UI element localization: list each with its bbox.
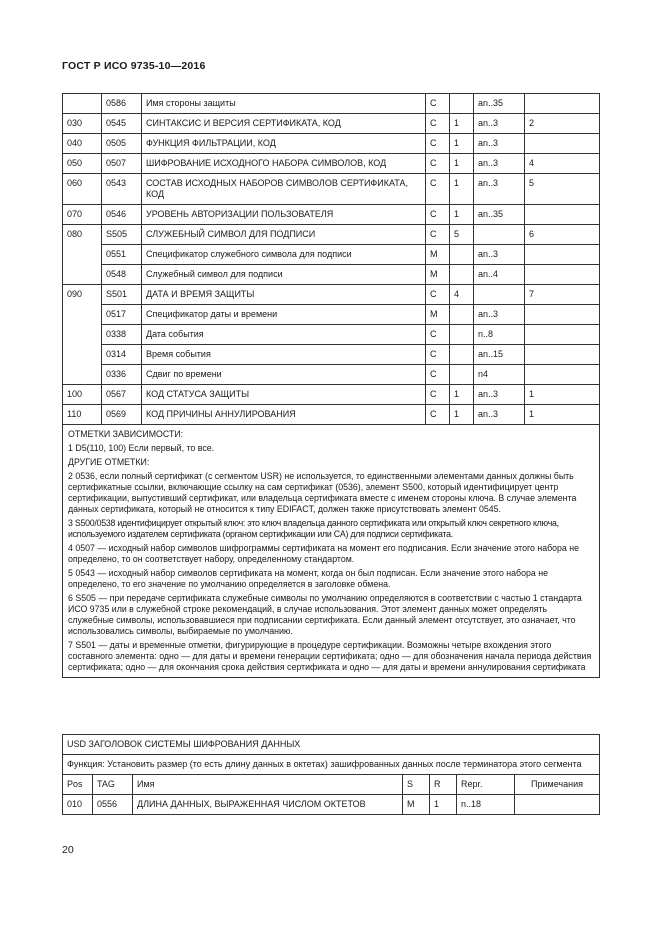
cell-repr: an..3 (474, 114, 525, 134)
cell-notes (515, 795, 600, 815)
cell-notes: 2 (525, 114, 600, 134)
cell-tag: S501 (102, 285, 142, 305)
cell-r (450, 94, 474, 114)
table-row (63, 114, 600, 134)
table-row (63, 94, 600, 114)
table-row (63, 385, 600, 405)
page-number: 20 (62, 844, 74, 856)
cell-repr (474, 225, 525, 245)
cell-pos: 010 (63, 795, 93, 815)
cell-repr: an..3 (474, 134, 525, 154)
cell-repr: an..3 (474, 305, 525, 325)
cell-tag: 0545 (102, 114, 142, 134)
cell-pos: 110 (63, 405, 102, 425)
cell-pos: 050 (63, 154, 102, 174)
cell-s: C (426, 94, 450, 114)
cell-s: C (426, 345, 450, 365)
cell-name: ДАТА И ВРЕМЯ ЗАЩИТЫ (142, 285, 426, 305)
cell-r (450, 265, 474, 285)
cell-notes (525, 205, 600, 225)
table-row (63, 795, 600, 815)
cell-pos: 080 (63, 225, 102, 245)
cell-s: M (403, 795, 430, 815)
header-repr: Repr. (457, 775, 515, 795)
note-4: 4 0507 — исходный набор символов шифрограммы сертификата на момент его подписания. Если значение этого набора не определено, то он соответствует набору, определенному стандартом. (68, 543, 580, 564)
cell-name: Спецификатор даты и времени (142, 305, 426, 325)
table-row (63, 174, 600, 205)
cell-pos: 090 (63, 285, 102, 305)
cell-pos: 060 (63, 174, 102, 205)
cell-pos (63, 325, 102, 345)
dependency-heading: ОТМЕТКИ ЗАВИСИМОСТИ: (68, 429, 184, 439)
cell-tag: 0336 (102, 365, 142, 385)
cell-name: ФУНКЦИЯ ФИЛЬТРАЦИИ, КОД (142, 134, 426, 154)
cell-notes: 6 (525, 225, 600, 245)
cell-tag: 0543 (102, 174, 142, 205)
cell-name: ДЛИНА ДАННЫХ, ВЫРАЖЕННАЯ ЧИСЛОМ ОКТЕТОВ (133, 795, 403, 815)
cell-s: C (426, 385, 450, 405)
cell-notes (525, 345, 600, 365)
table-row (63, 285, 600, 305)
table-row (63, 345, 600, 365)
cell-tag: S505 (102, 225, 142, 245)
header-notes: Примечания (515, 775, 600, 795)
cell-pos (63, 365, 102, 385)
header-r: R (430, 775, 457, 795)
cell-repr: an..3 (474, 405, 525, 425)
note-6: 6 S505 — при передаче сертификата служебные символы по умолчанию определяются в соответствии с частью 1 стандарта ИСО 9735 или в служебной строке рекомендаций, в случае использования. Этот элемент данных может определять служебные символы, использовавшиеся при подписании сертификата. Если данный элемент отсутствует, это означает, что использовались символы, выбираемые по умолчанию. (68, 593, 582, 636)
cell-pos (63, 345, 102, 365)
cell-s: C (426, 225, 450, 245)
cell-name: СИНТАКСИС И ВЕРСИЯ СЕРТИФИКАТА, КОД (142, 114, 426, 134)
cell-repr: an..35 (474, 94, 525, 114)
cell-pos (63, 265, 102, 285)
cell-notes: 4 (525, 154, 600, 174)
header-pos: Pos (63, 775, 93, 795)
cell-repr: an..3 (474, 174, 525, 205)
segment-table (62, 93, 600, 678)
cell-name: СОСТАВ ИСХОДНЫХ НАБОРОВ СИМВОЛОВ СЕРТИФИКАТА, КОД (142, 174, 426, 205)
note-3: 3 S500/0538 идентифицирует открытый ключ: это ключ владельца данного сертификата или открытый ключ секретного ключа, используемого издателем сертификата (органом сертификации или CA) для подписи сертификата. (68, 518, 559, 539)
cell-s: C (426, 154, 450, 174)
cell-r: 1 (450, 114, 474, 134)
cell-s: C (426, 325, 450, 345)
cell-r: 1 (450, 405, 474, 425)
cell-r: 4 (450, 285, 474, 305)
usd-header-row (63, 775, 600, 795)
other-notes-heading: ДРУГИЕ ОТМЕТКИ: (68, 457, 150, 467)
cell-name: КОД СТАТУСА ЗАЩИТЫ (142, 385, 426, 405)
usd-title-row (63, 735, 600, 755)
table-row (63, 365, 600, 385)
cell-r: 1 (450, 174, 474, 205)
cell-name: КОД ПРИЧИНЫ АННУЛИРОВАНИЯ (142, 405, 426, 425)
notes-block (63, 425, 600, 678)
cell-r: 5 (450, 225, 474, 245)
cell-tag: 0338 (102, 325, 142, 345)
cell-s: C (426, 205, 450, 225)
cell-name: Служебный символ для подписи (142, 265, 426, 285)
cell-notes: 1 (525, 405, 600, 425)
cell-s: C (426, 134, 450, 154)
cell-notes: 5 (525, 174, 600, 205)
table-row (63, 205, 600, 225)
cell-notes (525, 365, 600, 385)
note-2: 2 0536, если полный сертификат (с сегментом USR) не используется, то единственными элементами данных должны быть сертификатные ссылки, включающие ссылку на сам сертификат (0536), элемент S500, который идентифицирует центр сертификации, выпустивший сертификат, или владельца сертификата вместе с именем стороны ключа. В случае элемента данных сертификата, который не относится к типу EDIFACT, должен также присутствовать элемент 0545. (68, 471, 577, 514)
document-header: ГОСТ Р ИСО 9735-10—2016 (62, 60, 206, 72)
cell-tag: 0567 (102, 385, 142, 405)
table-row (63, 405, 600, 425)
cell-s: C (426, 405, 450, 425)
table-row (63, 265, 600, 285)
cell-r (450, 365, 474, 385)
cell-tag: 0569 (102, 405, 142, 425)
cell-tag: 0548 (102, 265, 142, 285)
cell-r: 1 (450, 134, 474, 154)
note-5: 5 0543 — исходный набор символов сертификата на момент, когда он был подписан. Если значение этого набора не определено, то его значение по умолчанию определяется в заголовке обмена. (68, 568, 548, 589)
cell-r (450, 345, 474, 365)
cell-tag: 0586 (102, 94, 142, 114)
cell-r: 1 (450, 205, 474, 225)
cell-repr: an..3 (474, 385, 525, 405)
cell-name: Время события (142, 345, 426, 365)
table-row (63, 245, 600, 265)
cell-notes (525, 265, 600, 285)
cell-pos (63, 245, 102, 265)
cell-tag: 0517 (102, 305, 142, 325)
usd-title: USD ЗАГОЛОВОК СИСТЕМЫ ШИФРОВАНИЯ ДАННЫХ (63, 735, 600, 755)
cell-notes (525, 245, 600, 265)
cell-s: M (426, 305, 450, 325)
cell-tag: 0505 (102, 134, 142, 154)
cell-notes (525, 134, 600, 154)
cell-name: Дата события (142, 325, 426, 345)
cell-repr: an..3 (474, 154, 525, 174)
cell-s: C (426, 285, 450, 305)
cell-pos (63, 94, 102, 114)
cell-repr: an..35 (474, 205, 525, 225)
header-name: Имя (133, 775, 403, 795)
cell-r: 1 (450, 385, 474, 405)
cell-tag: 0507 (102, 154, 142, 174)
cell-r (450, 245, 474, 265)
header-tag: TAG (93, 775, 133, 795)
cell-notes (525, 305, 600, 325)
usd-function-row (63, 755, 600, 775)
cell-notes: 1 (525, 385, 600, 405)
table-row (63, 305, 600, 325)
cell-r: 1 (430, 795, 457, 815)
header-s: S (403, 775, 430, 795)
cell-repr: n4 (474, 365, 525, 385)
cell-s: C (426, 365, 450, 385)
cell-name: СЛУЖЕБНЫЙ СИМВОЛ ДЛЯ ПОДПИСИ (142, 225, 426, 245)
cell-r: 1 (450, 154, 474, 174)
table-row (63, 225, 600, 245)
segment-table-body (63, 94, 600, 425)
notes-row (63, 425, 600, 678)
cell-pos: 030 (63, 114, 102, 134)
cell-s: M (426, 265, 450, 285)
cell-pos (63, 305, 102, 325)
usd-segment-table (62, 734, 600, 815)
cell-s: M (426, 245, 450, 265)
cell-r (450, 305, 474, 325)
cell-pos: 040 (63, 134, 102, 154)
cell-repr: an..3 (474, 245, 525, 265)
cell-pos: 070 (63, 205, 102, 225)
cell-repr (474, 285, 525, 305)
cell-notes (525, 94, 600, 114)
cell-repr: an..15 (474, 345, 525, 365)
cell-tag: 0546 (102, 205, 142, 225)
cell-tag: 0551 (102, 245, 142, 265)
cell-repr: n..18 (457, 795, 515, 815)
cell-pos: 100 (63, 385, 102, 405)
cell-tag: 0556 (93, 795, 133, 815)
cell-r (450, 325, 474, 345)
note-7: 7 S501 — даты и временные отметки, фигурирующие в процедуре сертификации. Возможны четыре вхождения этого составного элемента: одно — для даты и времени генерации сертификата; одно — для обозначения начала периода действия сертификата; одно — для окончания срока действия сертификата и одно — для даты и времени аннулирования сертификата (68, 640, 592, 672)
table-row (63, 154, 600, 174)
cell-notes: 7 (525, 285, 600, 305)
cell-name: Сдвиг по времени (142, 365, 426, 385)
cell-name: УРОВЕНЬ АВТОРИЗАЦИИ ПОЛЬЗОВАТЕЛЯ (142, 205, 426, 225)
dependency-note-1: 1 D5(110, 100) Если первый, то все. (68, 443, 215, 453)
table-row (63, 325, 600, 345)
cell-repr: an..4 (474, 265, 525, 285)
table-row (63, 134, 600, 154)
cell-s: C (426, 114, 450, 134)
cell-name: ШИФРОВАНИЕ ИСХОДНОГО НАБОРА СИМВОЛОВ, КОД (142, 154, 426, 174)
usd-table-body (63, 795, 600, 815)
usd-function: Функция: Установить размер (то есть длину данных в октетах) зашифрованных данных после терминатора этого сегмента (63, 755, 600, 775)
cell-repr: n..8 (474, 325, 525, 345)
cell-name: Имя стороны защиты (142, 94, 426, 114)
cell-s: C (426, 174, 450, 205)
cell-notes (525, 325, 600, 345)
cell-tag: 0314 (102, 345, 142, 365)
cell-name: Спецификатор служебного символа для подписи (142, 245, 426, 265)
